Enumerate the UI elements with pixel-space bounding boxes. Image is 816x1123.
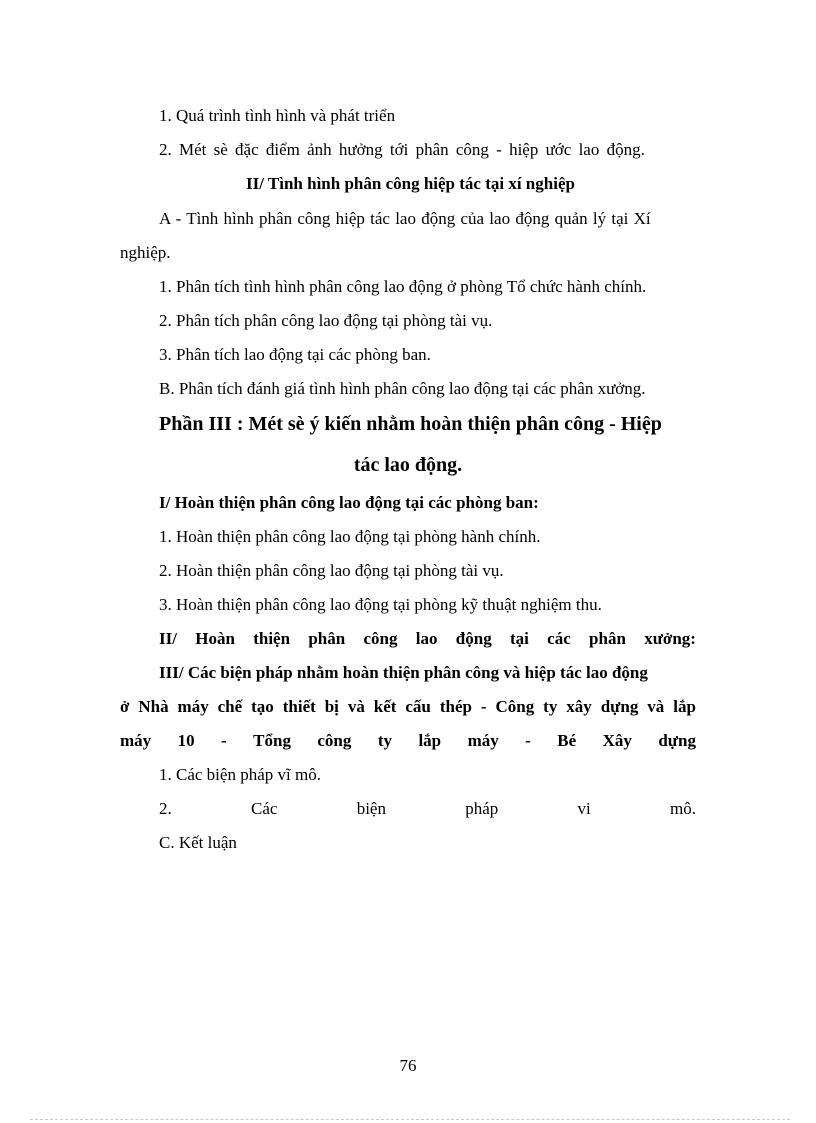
word: Hoàn — [195, 629, 235, 648]
word: 10 — [177, 731, 195, 750]
word: lắp — [418, 731, 442, 750]
toc-item-vi-mo-1: 1. Các biện pháp vĩ mô. — [159, 765, 321, 784]
toc-item-hoan-thien-3: 3. Hoàn thiện phân công lao động tại phòng kỹ thuật nghiệm thu. — [159, 595, 602, 614]
word: thép — [439, 697, 472, 716]
part-iii-heading: Phần III : Mét sè ý kiến nhằm hoàn thiện phân công - Hiệp — [159, 413, 662, 435]
word: bị — [324, 697, 339, 716]
word: kết — [373, 697, 397, 716]
toc-item-ket-luan: C. Kết luận — [159, 833, 237, 852]
word: cấu — [405, 697, 431, 716]
toc-item-phan-tich-2: 2. Phân tích phân công lao động tại phòng tài vụ. — [159, 311, 493, 330]
word: Các — [251, 799, 278, 818]
toc-item-a-continued: nghiệp. — [120, 243, 171, 262]
word: công — [363, 629, 398, 648]
word: Tổng — [253, 731, 291, 750]
word: - — [480, 697, 487, 716]
word: biện — [356, 799, 386, 818]
toc-item-a: A - Tình hình phân công hiệp tác lao động của lao động quản lý tại Xí — [159, 209, 651, 228]
word: công — [317, 731, 352, 750]
word: phân — [589, 629, 626, 648]
word: tạo — [251, 697, 274, 716]
word: dựng — [600, 697, 639, 716]
word: thiết — [282, 697, 316, 716]
word: máy — [120, 731, 152, 750]
toc-item-phan-tich-1: 1. Phân tích tình hình phân công lao động ở phòng Tổ chức hành chính. — [159, 277, 647, 296]
toc-item-qua-trinh: 1. Quá trình tình hình và phát triển — [159, 106, 396, 125]
word: và — [347, 697, 365, 716]
toc-item-vi-mo-2 — [159, 798, 696, 820]
toc-item-hoan-thien-2: 2. Hoàn thiện phân công lao động tại phòng tài vụ. — [159, 561, 504, 580]
section-heading-iii-continued-2 — [120, 730, 696, 752]
word: 2. — [159, 799, 172, 818]
word: các — [547, 629, 571, 648]
part-iii-heading-continued: tác lao động. — [353, 454, 463, 476]
toc-item-dac-diem: 2. Mét sè đặc điểm ảnh hưởng tới phân công - hiệp ước lao động. — [159, 140, 645, 159]
word: xưởng: — [644, 629, 696, 648]
word: Công — [495, 697, 535, 716]
word: Xây — [602, 731, 632, 750]
word: phân — [308, 629, 346, 648]
word: và — [647, 697, 665, 716]
word: - — [221, 731, 227, 750]
word: lắp — [673, 697, 696, 716]
section-heading-iii-continued-1 — [120, 696, 696, 718]
word: Nhà — [138, 697, 169, 716]
word: máy — [177, 697, 209, 716]
word: - — [525, 731, 531, 750]
word: pháp — [465, 799, 499, 818]
word: thiện — [253, 629, 291, 648]
section-heading-iii: III/ Các biện pháp nhằm hoàn thiện phân công và hiệp tác lao động — [159, 663, 648, 682]
section-heading-ii-hoan-thien — [159, 628, 696, 650]
word: vi — [577, 799, 591, 818]
word: II/ — [159, 629, 177, 648]
footer-divider — [30, 1119, 790, 1120]
section-heading-ii: II/ Tình hình phân công hiệp tác tại xí nghiệp — [246, 174, 575, 193]
word: ty — [377, 731, 392, 750]
word: chế — [217, 697, 243, 716]
word: máy — [467, 731, 499, 750]
word: tại — [510, 629, 529, 648]
word: lao — [415, 629, 438, 648]
word: động — [455, 629, 492, 648]
toc-item-b: B. Phân tích đánh giá tình hình phân công lao động tại các phân xưởng. — [159, 379, 646, 398]
word: xây — [566, 697, 592, 716]
word: Bé — [557, 731, 577, 750]
word: ty — [543, 697, 558, 716]
toc-item-phan-tich-3: 3. Phân tích lao động tại các phòng ban. — [159, 345, 431, 364]
section-heading-i: I/ Hoàn thiện phân công lao động tại các phòng ban: — [159, 493, 539, 512]
word: dựng — [658, 731, 696, 750]
page-number: 76 — [399, 1056, 417, 1075]
toc-item-hoan-thien-1: 1. Hoàn thiện phân công lao động tại phòng hành chính. — [159, 527, 541, 546]
word: mô. — [670, 799, 696, 818]
word: ở — [120, 697, 130, 716]
